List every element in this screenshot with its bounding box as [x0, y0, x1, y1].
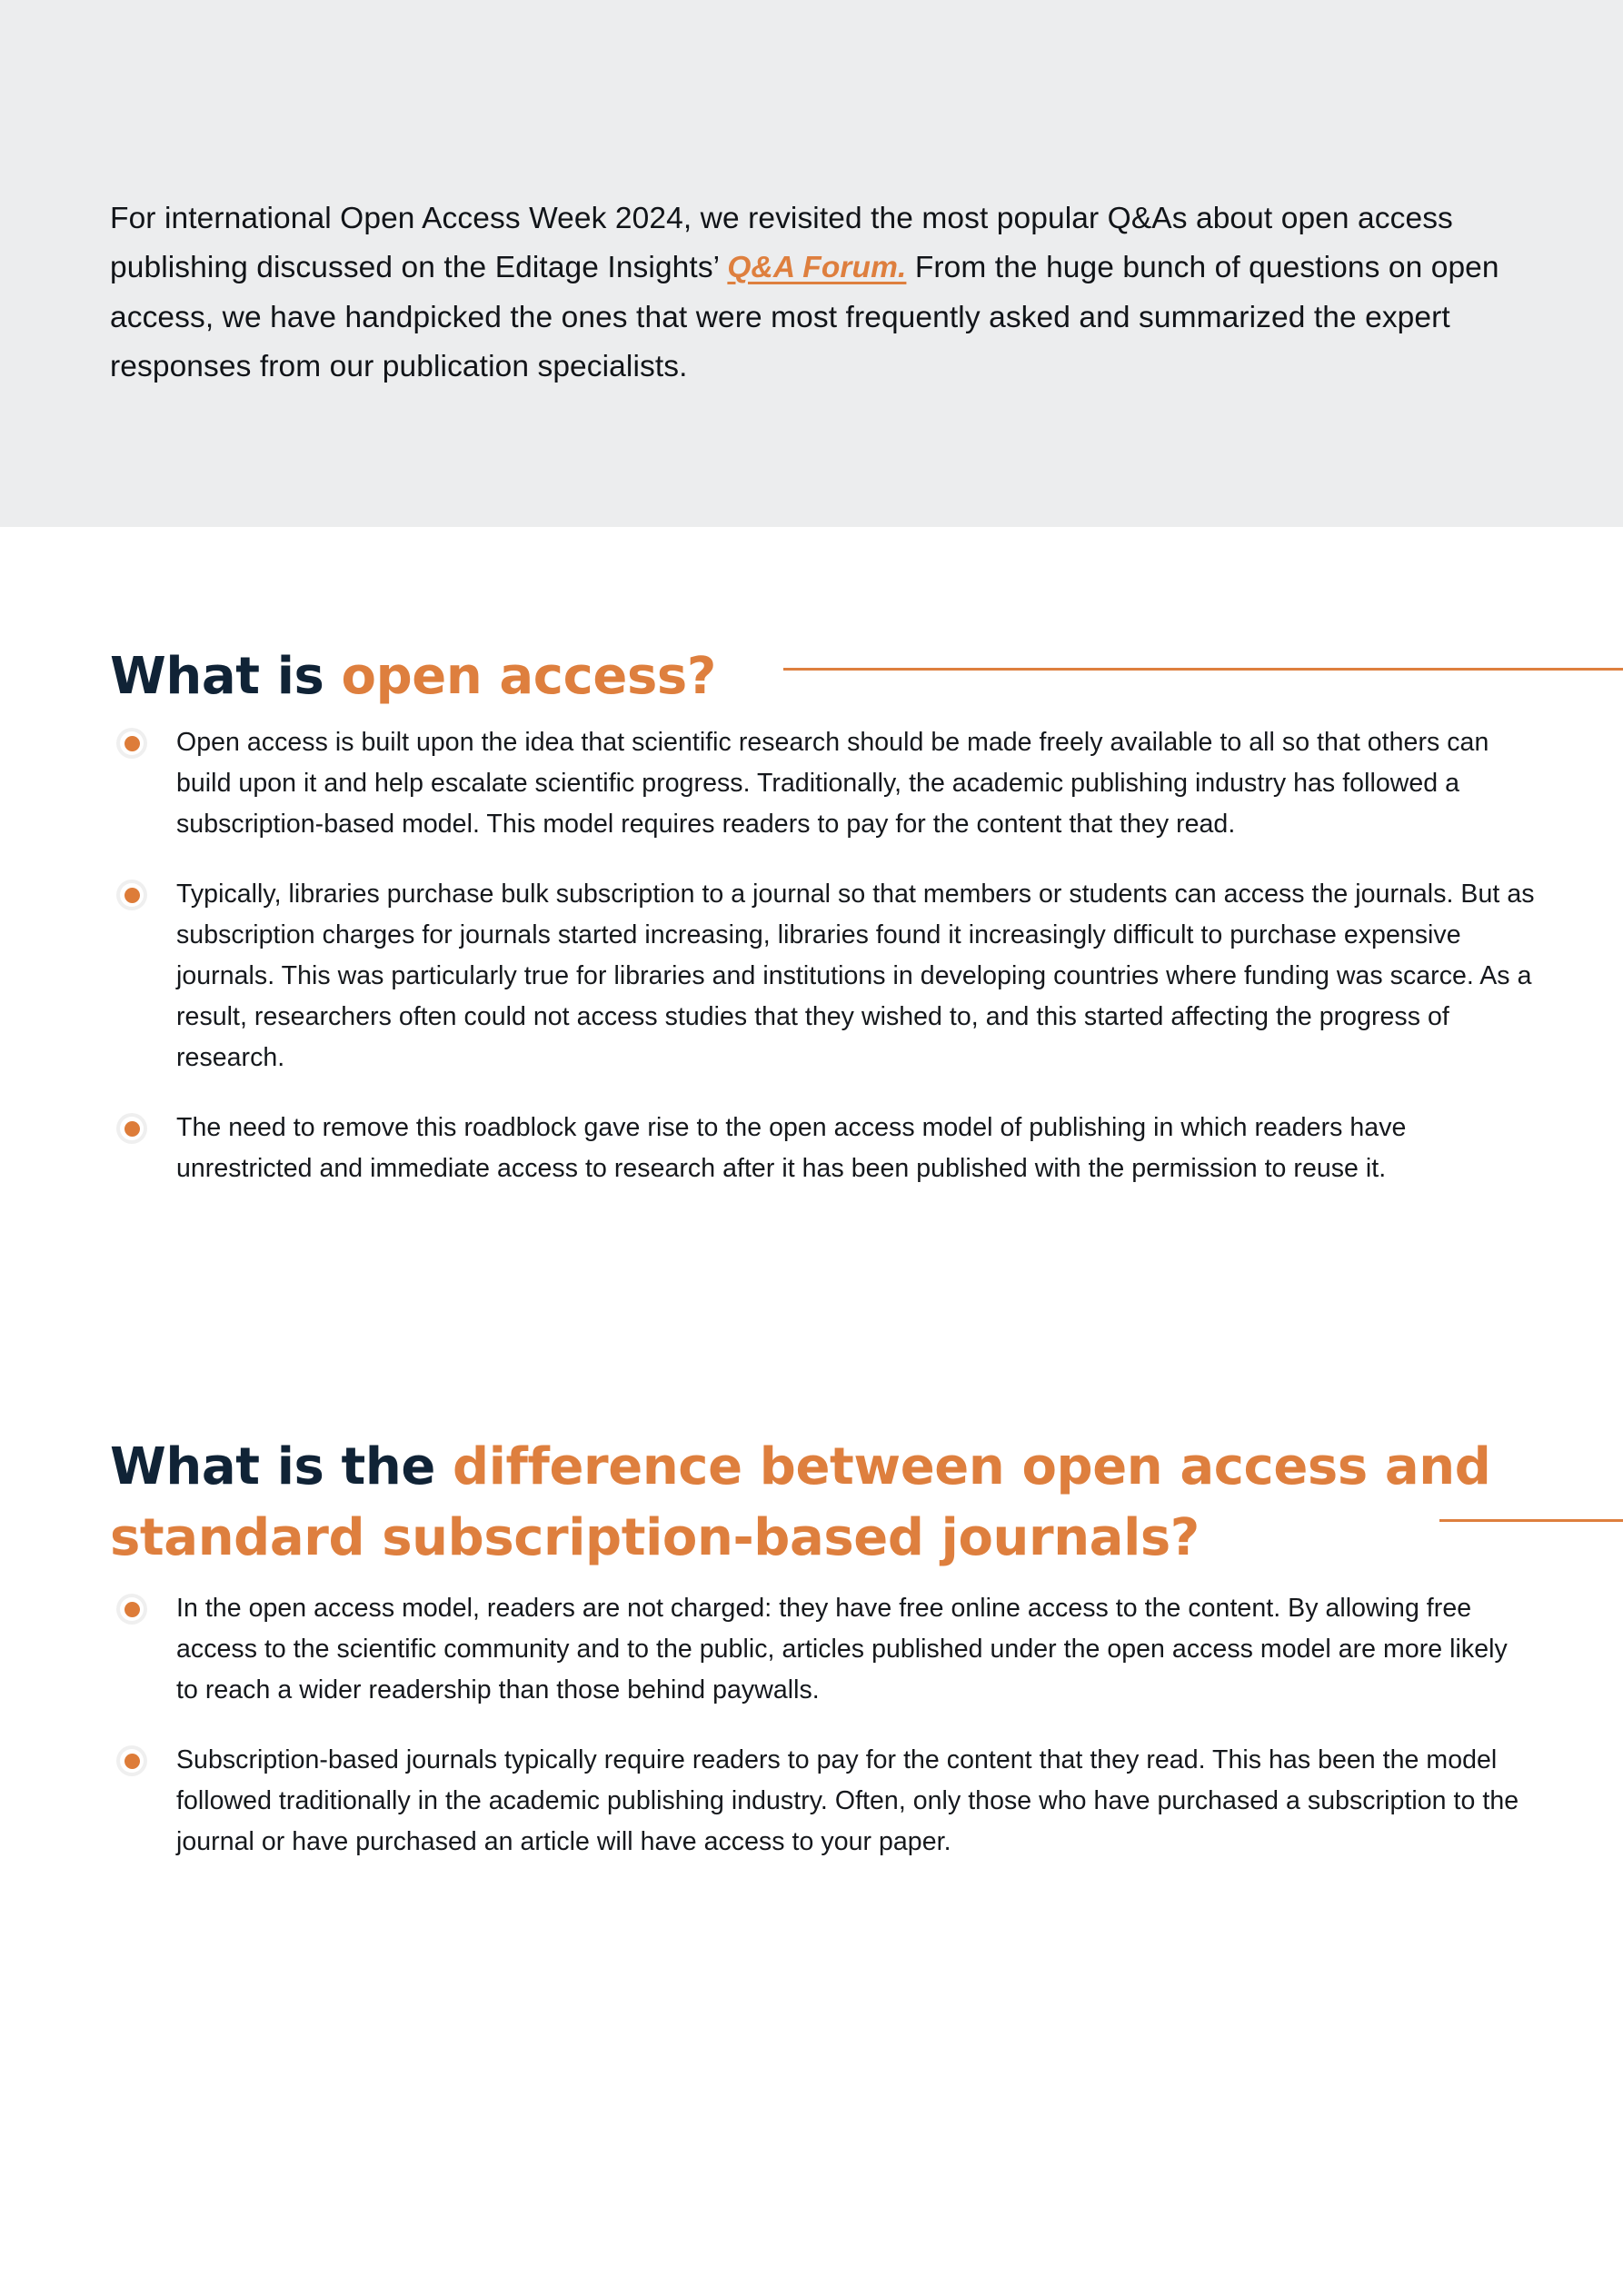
bullet-dot-icon — [116, 1594, 147, 1625]
list-item-text: Typically, libraries purchase bulk subscription to a journal so that members or students can access the journals. But as subscription charges for journals started increasing, libraries found it increasingly difficult to purchase expensive journals. This was particularly true for libraries and institutions in developing countries where funding was scarce. As a result, researchers often could not access studies that they wished to, and this started affecting the progress of research. — [176, 880, 1535, 1072]
section-1-heading — [0, 641, 1623, 712]
list-item-text: In the open access model, readers are not charged: they have free online access to the content. By allowing free access to the scientific community and to the public, articles published under the open access model are more likely to reach a wider readership than those behind paywalls. — [176, 1594, 1508, 1705]
qa-forum-link[interactable]: Q&A Forum. — [727, 251, 907, 284]
list-item — [0, 1588, 1623, 1711]
list-item — [0, 1108, 1623, 1189]
bullet-dot-icon — [116, 1113, 147, 1144]
list-item — [0, 722, 1623, 845]
list-item — [0, 874, 1623, 1078]
list-item-text: Open access is built upon the idea that scientific research should be made freely available to all so that others can build upon it and help escalate scientific progress. Traditionally, the academic publishing industry has followed a subscription-based model. This model requires readers to pay for the content that they read. — [176, 728, 1489, 839]
section-2-heading-plain: What is the — [110, 1437, 453, 1497]
section-2-heading — [0, 1432, 1623, 1574]
intro-paragraph — [110, 194, 1500, 393]
bullet-dot-icon — [116, 880, 147, 910]
section-1-heading-rule — [783, 668, 1623, 671]
section-1-heading-plain: What is — [110, 647, 342, 707]
bullet-dot-icon — [116, 1745, 147, 1776]
section-difference-open-access-vs-subscription — [0, 1390, 1623, 1616]
intro-text-after-link: From the huge bunch of questions on open access, we have handpicked the ones that were most frequently asked and summarized the expert responses from our publication specialists. — [110, 251, 1499, 383]
section-1-bullet-list — [0, 722, 1623, 1218]
section-2-heading-accent: difference between open access and standard subscription-based journals? — [110, 1437, 1491, 1568]
section-1-heading-accent: open access? — [341, 647, 716, 707]
list-item — [0, 1740, 1623, 1863]
list-item-text: Subscription-based journals typically require readers to pay for the content that they read. This has been the model followed traditionally in the academic publishing industry. Often, only those who have purchased a subscription to the journal or have purchased an article will have access to your paper. — [176, 1745, 1519, 1856]
section-2-bullet-list — [0, 1588, 1623, 1892]
list-item-text: The need to remove this roadblock gave rise to the open access model of publishing in which readers have unrestricted and immediate access to research after it has been published with the permission to reuse it. — [176, 1113, 1407, 1183]
section-2-heading-rule — [1439, 1519, 1623, 1522]
bullet-dot-icon — [116, 728, 147, 759]
intro-text-before-link: For international Open Access Week 2024, we revisited the most popular Q&As about open access publishing discussed on the Editage Insights’ — [110, 201, 1453, 284]
intro-banner — [0, 0, 1623, 527]
